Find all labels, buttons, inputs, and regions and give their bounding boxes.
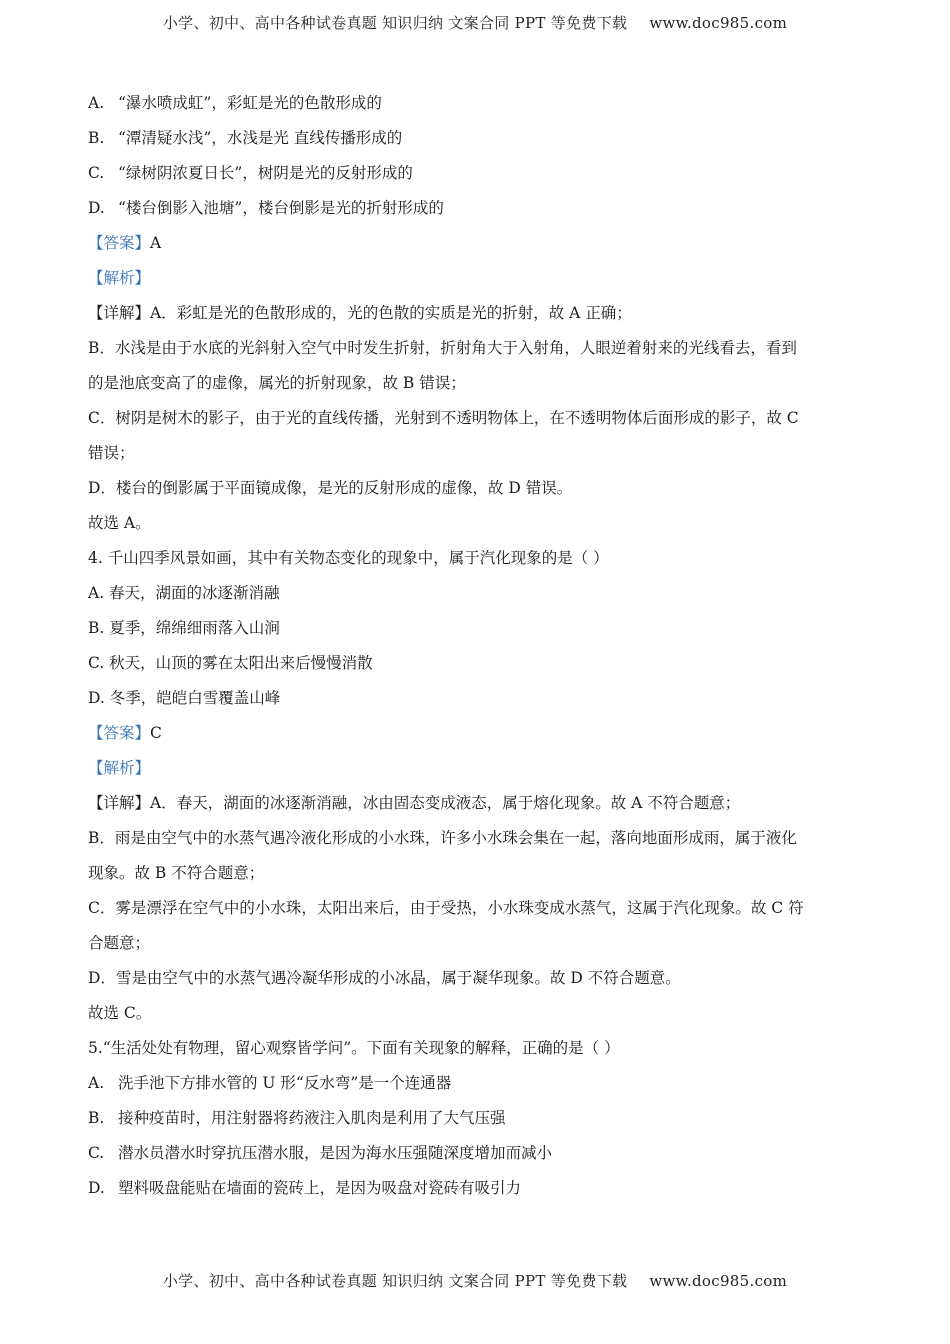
option-letter: D. — [88, 1179, 105, 1197]
q4-option-b: B. 夏季，绵绵细雨落入山涧 — [88, 619, 280, 637]
option-letter: A. — [88, 94, 105, 112]
q5-option-c — [88, 1136, 860, 1171]
option-letter: D. — [88, 199, 105, 217]
answer-value: C — [150, 724, 162, 742]
q3-explanation-line: 【详解】A．彩虹是光的色散形成的，光的色散的实质是光的折射，故 A 正确； — [88, 304, 632, 322]
option-text: 塑料吸盘能贴在墙面的瓷砖上，是因为吸盘对瓷砖有吸引力 — [118, 1179, 522, 1197]
q4-explanation-line: 【详解】A．春天，湖面的冰逐渐消融，冰由固态变成液态，属于熔化现象。故 A 不符合题意； — [88, 794, 741, 812]
q4-analysis-label — [88, 751, 860, 786]
option-text: “绿树阴浓夏日长”，树阴是光的反射形成的 — [118, 164, 413, 182]
q4-option-d: D. 冬季，皑皑白雪覆盖山峰 — [88, 689, 281, 707]
q3-explanation-line: 故选 A。 — [88, 514, 151, 532]
footer-text: 小学、初中、高中各种试卷真题 知识归纳 文案合同 PPT 等免费下载 — [162, 1272, 628, 1290]
q4-option-c: C. 秋天，山顶的雾在太阳出来后慢慢消散 — [88, 654, 373, 672]
q5-option-d — [88, 1171, 860, 1206]
q3-option-a — [88, 86, 860, 121]
option-text: 潜水员潜水时穿抗压潜水服，是因为海水压强随深度增加而减小 — [118, 1144, 553, 1162]
option-text: 洗手池下方排水管的 U 形“反水弯”是一个连通器 — [118, 1074, 452, 1092]
page-footer — [0, 1270, 950, 1291]
q3-option-d — [88, 191, 860, 226]
analysis-label: 【解析】 — [88, 269, 151, 287]
header-url: www.doc985.com — [649, 14, 788, 32]
q3-option-b — [88, 121, 860, 156]
q3-explanation-line: C．树阴是树木的影子，由于光的直线传播，光射到不透明物体上，在不透明物体后面形成的影子，故 C — [88, 409, 799, 427]
answer-label: 【答案】 — [88, 724, 151, 742]
footer-url: www.doc985.com — [649, 1272, 788, 1290]
q4-explanation-line: 故选 C。 — [88, 1004, 152, 1022]
q5-option-b — [88, 1101, 860, 1136]
q4-explanation-line: 现象。故 B 不符合题意； — [88, 864, 265, 882]
q4-question: 4. 千山四季风景如画，其中有关物态变化的现象中，属于汽化现象的是（ ） — [88, 549, 609, 567]
option-text: 接种疫苗时，用注射器将药液注入肌肉是利用了大气压强 — [118, 1109, 506, 1127]
option-letter: B. — [88, 1109, 105, 1127]
option-letter: C. — [88, 1144, 105, 1162]
q3-analysis-label — [88, 261, 860, 296]
q4-explanation-line: D．雪是由空气中的水蒸气遇冷凝华形成的小冰晶，属于凝华现象。故 D 不符合题意。 — [88, 969, 681, 987]
answer-label: 【答案】 — [88, 234, 151, 252]
answer-value: A — [150, 234, 162, 252]
option-text: “楼台倒影入池塘”，楼台倒影是光的折射形成的 — [118, 199, 444, 217]
document-body — [88, 86, 860, 1206]
q5-question: 5.“生活处处有物理，留心观察皆学问”。下面有关现象的解释，正确的是（ ） — [88, 1039, 620, 1057]
option-letter: A. — [88, 1074, 105, 1092]
q4-explanation-line: C．雾是漂浮在空气中的小水珠，太阳出来后，由于受热，小水珠变成水蒸气，这属于汽化现象。故 C 符 — [88, 899, 804, 917]
analysis-label: 【解析】 — [88, 759, 151, 777]
q5-option-a — [88, 1066, 860, 1101]
q3-explanation-line: D．楼台的倒影属于平面镜成像，是光的反射形成的虚像，故 D 错误。 — [88, 479, 573, 497]
option-text: “瀑水喷成虹”，彩虹是光的色散形成的 — [118, 94, 382, 112]
q4-answer — [88, 716, 860, 751]
q4-option-a: A. 春天，湖面的冰逐渐消融 — [88, 584, 280, 602]
option-text: “潭清疑水浅”，水浅是光 直线传播形成的 — [118, 129, 403, 147]
q3-answer — [88, 226, 860, 261]
header-text: 小学、初中、高中各种试卷真题 知识归纳 文案合同 PPT 等免费下载 — [162, 14, 628, 32]
q3-explanation-line: 的是池底变高了的虚像，属光的折射现象，故 B 错误； — [88, 374, 466, 392]
q3-explanation-line: 错误； — [88, 444, 135, 462]
option-letter: C. — [88, 164, 105, 182]
q4-explanation-line: 合题意； — [88, 934, 151, 952]
q3-explanation-line: B．水浅是由于水底的光斜射入空气中时发生折射，折射角大于入射角，人眼逆着射来的光线看去，看到 — [88, 339, 797, 357]
option-letter: B. — [88, 129, 105, 147]
page-header — [0, 12, 950, 33]
q3-option-c — [88, 156, 860, 191]
q4-explanation-line: B．雨是由空气中的水蒸气遇冷液化形成的小水珠，许多小水珠会集在一起，落向地面形成雨，属于液化 — [88, 829, 797, 847]
